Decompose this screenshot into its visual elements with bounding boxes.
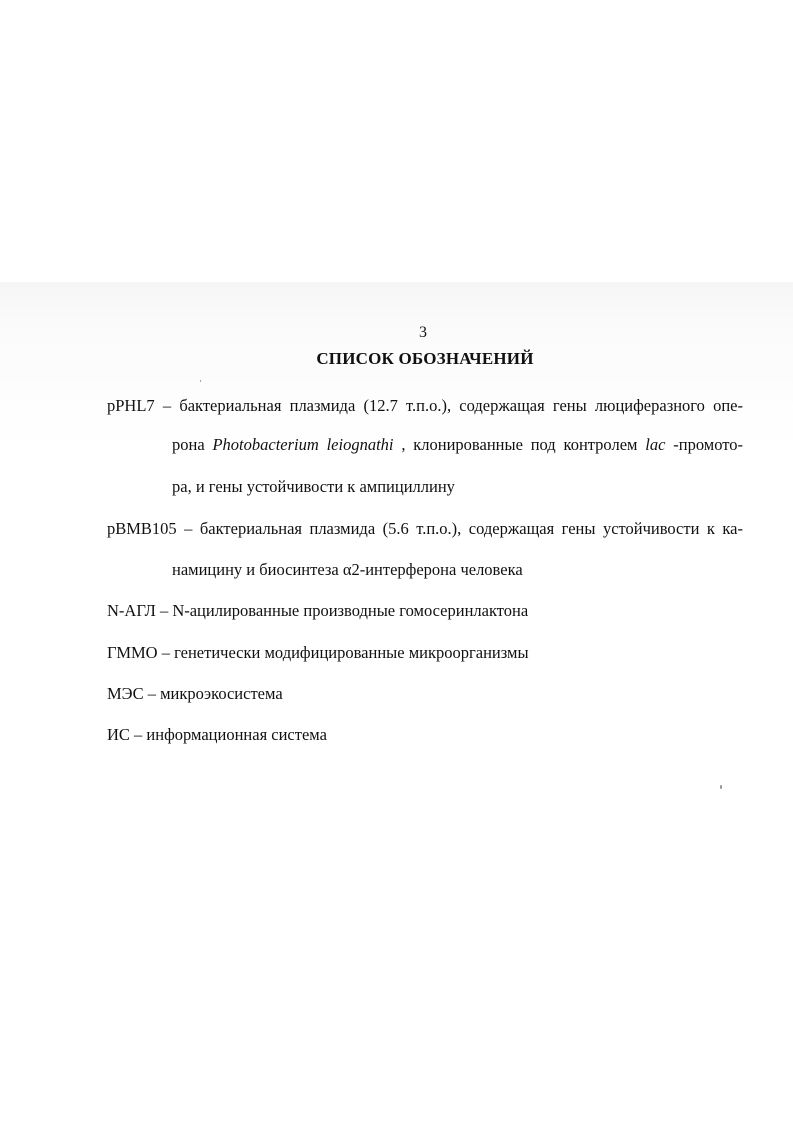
page-title: СПИСОК ОБОЗНАЧЕНИЙ (316, 349, 534, 368)
species-name: Photobacterium leiognathi (212, 435, 394, 454)
scan-speck (200, 380, 201, 382)
entry-text: -промото- (673, 435, 743, 454)
entry-text: ра, и гены устойчивости к ампициллину (172, 477, 455, 496)
entry-text: pBMB105 – бактериальная плазмида (5.6 т.п.о.), содержащая гены устойчивости к ка- (107, 519, 743, 538)
page-number: 3 (419, 324, 427, 341)
scan-speck (720, 785, 722, 789)
lac-term: lac (645, 435, 666, 454)
entry-n-agl: N-АГЛ – N-ацилированные производные гомосеринлактона (107, 601, 529, 620)
entry-pbmb105-line-2 (172, 560, 523, 580)
entry-pbmb105-line-1 (107, 519, 743, 539)
entry-pphl7-line-3 (172, 477, 455, 497)
entry-text: намицину и биосинтеза α2-интерферона человека (172, 560, 523, 579)
entry-text: , клонированные под контролем (401, 435, 646, 454)
entry-text: pPHL7 – бактериальная плазмида (12.7 т.п.о.), содержащая гены люциферазного опе- (107, 396, 743, 415)
entry-mes: МЭС – микроэкосистема (107, 684, 283, 703)
entry-text: рона (172, 435, 213, 454)
entry-gmmo: ГММО – генетически модифицированные микроорганизмы (107, 643, 529, 662)
entry-is: ИС – информационная система (107, 725, 327, 744)
entry-pphl7-line-2 (172, 435, 743, 455)
entry-pphl7-line-1 (107, 396, 743, 416)
